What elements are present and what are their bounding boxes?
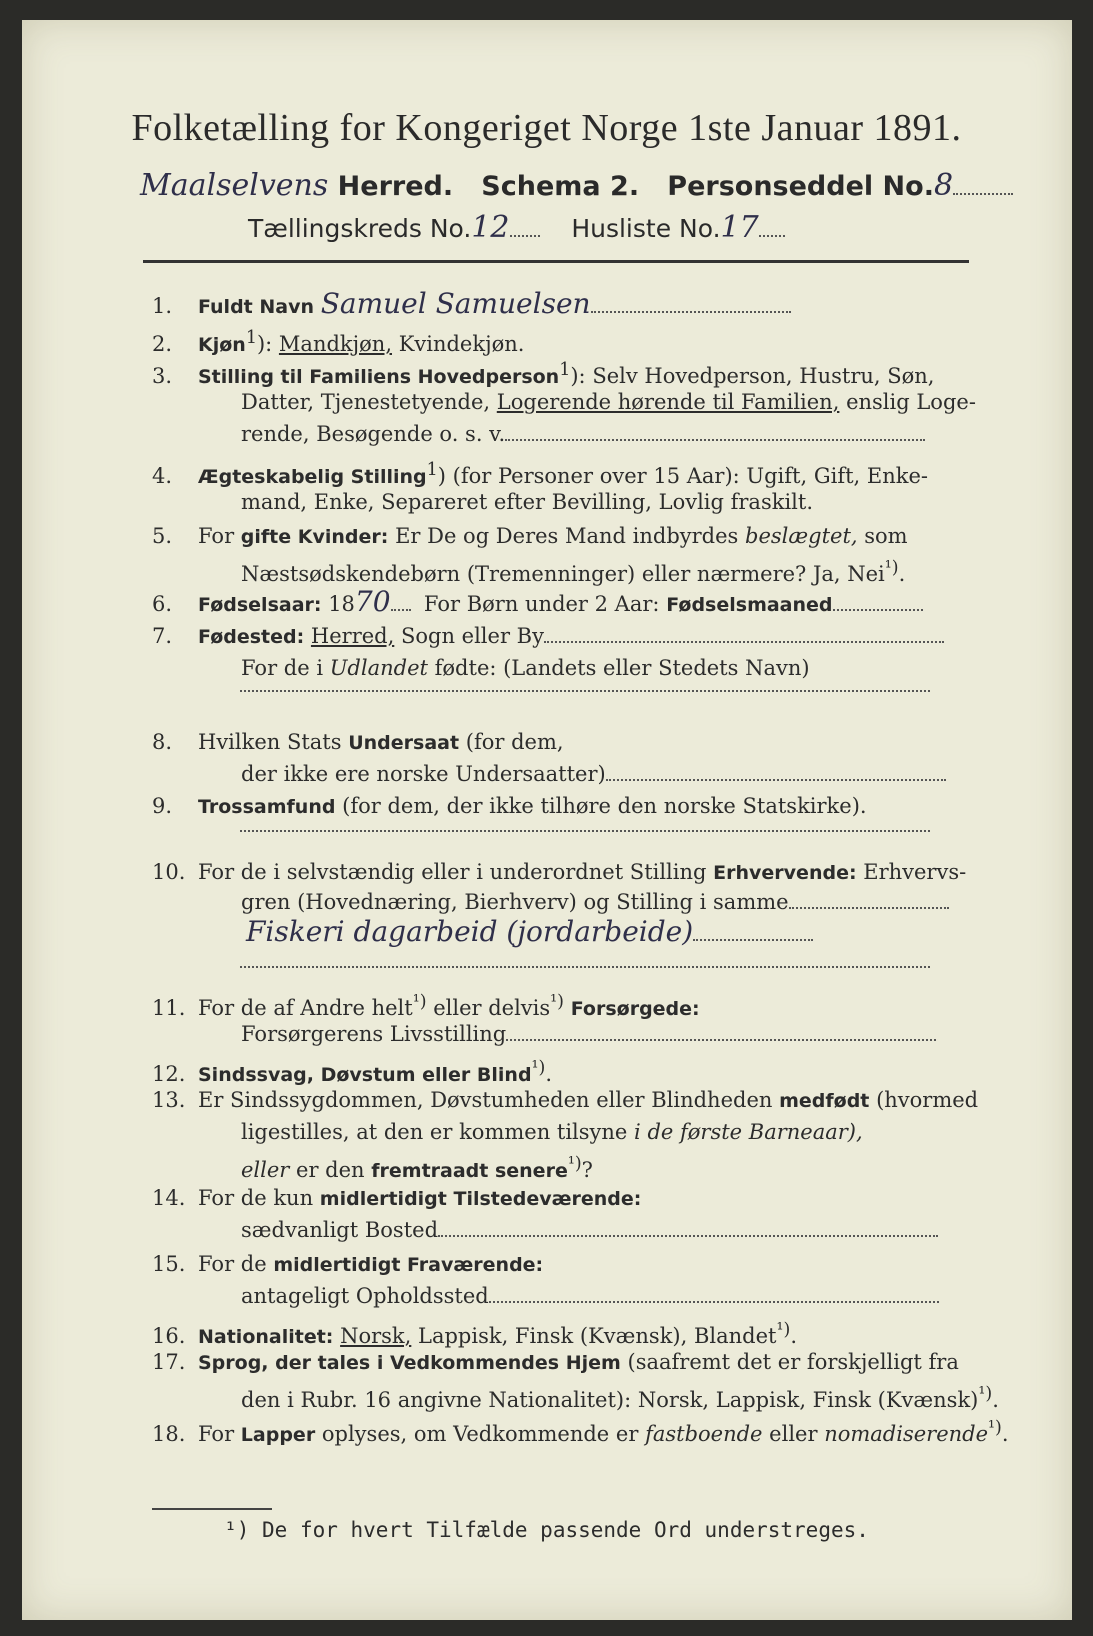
item-text: eller <box>241 1158 290 1182</box>
item-text: For de kun <box>198 1186 314 1210</box>
kreds-line <box>248 210 785 245</box>
item-13 <box>152 1086 982 1115</box>
item-7-line2 <box>145 654 1071 682</box>
dotted-line <box>438 1221 938 1237</box>
birth-year-answer: 70 <box>354 585 391 618</box>
item-text: For Børn under 2 Aar: <box>423 592 660 616</box>
item-18 <box>152 1414 1002 1449</box>
item-7 <box>152 622 982 651</box>
dotted-line <box>544 627 944 643</box>
item-number: 17. <box>152 1350 186 1374</box>
footnote-mark: ¹) <box>412 992 427 1012</box>
item-label: Ægteskabelig Stilling <box>198 466 427 488</box>
item-3-line2 <box>145 388 1071 416</box>
item-9 <box>152 792 982 821</box>
item-number: 1. <box>152 294 173 318</box>
kjon-mandkjon: Mandkjøn, <box>278 332 392 356</box>
item-text: beslægtet, <box>745 524 858 548</box>
item-label: Lapper <box>240 1424 316 1446</box>
item-number: 14. <box>152 1186 186 1210</box>
item-text: (saafremt det er forskjelligt fra <box>627 1350 959 1374</box>
item-17 <box>152 1348 982 1377</box>
dotted-line <box>833 595 923 611</box>
stilling-logerende: Logerende hørende til Familien, <box>496 390 840 414</box>
item-number: 16. <box>152 1324 186 1348</box>
footnote-mark: 1 <box>426 460 438 480</box>
item-14 <box>152 1184 982 1213</box>
item-text: For de <box>198 1252 267 1276</box>
dotted-line <box>789 893 949 909</box>
dotted-line <box>240 830 930 832</box>
item-text: (hvormed <box>876 1088 979 1112</box>
item-16: 16. Nationalitet: Norsk, Lappisk, Finsk (Kvænsk), Blandet$^{^1)}$. <box>152 1320 798 1348</box>
item-10-answer-line <box>150 915 1076 948</box>
item-5 <box>152 522 982 551</box>
item-label: Kjøn <box>198 334 246 356</box>
taellingskreds-number: 12 <box>471 210 510 245</box>
item-label: Nationalitet: <box>198 1326 334 1348</box>
item-number: 10. <box>152 860 186 884</box>
item-text: Forsørgerens Livsstilling <box>241 1022 507 1046</box>
item-label: midlertidigt Tilstedeværende: <box>319 1188 642 1210</box>
item-text: Hvilken Stats <box>198 730 342 754</box>
footnote-mark: ¹) <box>776 1320 791 1340</box>
item-label: Sindssvag, Døvstum eller Blind <box>198 1064 532 1086</box>
item-15-line2 <box>145 1282 1071 1310</box>
item-label: medfødt <box>779 1090 870 1112</box>
item-text: Næstsødskendebørn (Tremenninger) eller nærmere? Ja, Nei <box>241 562 885 586</box>
item-number: 6. <box>152 592 173 616</box>
item-text: (for dem, der ikke tilhøre den norske Statskirke). <box>342 794 867 818</box>
herred-handwritten: Maalselvens <box>140 168 329 203</box>
dotted-line <box>591 297 791 313</box>
item-number: 3. <box>152 364 173 388</box>
item-4-line2 <box>145 488 1071 516</box>
header-rule <box>143 260 969 263</box>
item-text: som <box>864 524 908 548</box>
footnote-mark: ¹) <box>978 1384 993 1404</box>
item-text: enslig Loge- <box>846 390 976 414</box>
item-text: rende, Besøgende o. s. v. <box>241 422 506 446</box>
item-label: Forsørgede: <box>570 998 700 1020</box>
item-4: 4. Ægteskabelig Stilling$^1$) (for Personer over 15 Aar): Ugift, Gift, Enke- <box>152 460 928 488</box>
item-5-line2: Næstsødskendebørn (Tremenninger) eller nærmere? Ja, Nei$^{^1)}$. <box>241 558 906 586</box>
item-text: gren (Hovednæring, Bierhverv) og Stilling i samme <box>241 890 789 914</box>
item-14-line2 <box>145 1216 1071 1244</box>
item-text: Udlandet <box>329 656 428 680</box>
dotted-line <box>953 179 1013 195</box>
item-text: nomadiserende <box>824 1422 989 1446</box>
item-12: 12. Sindssvag, Døvstum eller Blind$^{^1)}$. <box>152 1058 553 1086</box>
item-text: (for dem, <box>465 730 564 754</box>
husliste-label: Husliste No. <box>571 214 721 243</box>
schema-label: Schema 2. <box>481 171 640 202</box>
footnote-mark: ¹) <box>884 558 899 578</box>
item-number: 13. <box>152 1088 186 1112</box>
item-number: 4. <box>152 464 173 488</box>
item-6 <box>152 585 982 619</box>
item-number: 9. <box>152 794 173 818</box>
item-text: Datter, Tjenestetyende, <box>241 390 491 414</box>
dotted-line <box>759 221 785 237</box>
item-11-line2 <box>145 1020 1071 1048</box>
herred-line <box>140 168 1013 203</box>
item-text: For de i <box>241 656 324 680</box>
footnote-mark: ¹) <box>567 1154 582 1174</box>
item-text: ligestilles, at den er kommen tilsyne <box>241 1120 628 1144</box>
item-number: 8. <box>152 730 173 754</box>
item-text: Er De og Deres Mand indbyrdes <box>395 524 739 548</box>
item-text: 18 <box>328 592 355 616</box>
item-text: (for Personer over 15 Aar): Ugift, Gift, Enke- <box>452 464 928 488</box>
footnote-mark: ¹) <box>531 1058 546 1078</box>
item-number: 15. <box>152 1252 186 1276</box>
item-label: fremtraadt senere <box>371 1160 568 1182</box>
item-label: Fødselsmaaned <box>666 594 833 616</box>
form-title: Folketælling for Kongeriget Norge 1ste Januar 1891. <box>131 107 962 149</box>
item-text: eller <box>769 1422 818 1446</box>
item-number: 5. <box>152 524 173 548</box>
dotted-line <box>391 595 411 611</box>
item-11 <box>152 988 982 1023</box>
item-text: er den <box>296 1158 365 1182</box>
item-label: Trossamfund <box>198 796 336 818</box>
item-text: fødte: (Landets eller Stedets Navn) <box>434 656 810 680</box>
personseddel-number: 8 <box>933 168 954 203</box>
item-label: Erhvervende: <box>713 862 857 884</box>
item-number: 12. <box>152 1062 186 1086</box>
item-text: mand, Enke, Separeret efter Bevilling, Lovlig fraskilt. <box>241 490 814 514</box>
item-text: Erhvervs- <box>863 860 967 884</box>
item-number: 11. <box>152 996 186 1020</box>
item-text: der ikke ere norske Undersaatter) <box>241 762 606 786</box>
husliste-number: 17 <box>720 210 759 245</box>
item-text: sædvanligt Bosted <box>241 1218 439 1242</box>
item-text: Sogn eller By <box>400 624 544 648</box>
footnote-mark: ¹) <box>988 1418 1002 1438</box>
taellingskreds-label: Tællingskreds No. <box>248 214 472 243</box>
item-text: Er Sindssygdommen, Døvstumheden eller Blindheden <box>198 1088 773 1112</box>
item-text: Lappisk, Finsk (Kvænsk), Blandet <box>418 1324 777 1348</box>
item-3-line3 <box>145 420 1071 448</box>
dotted-line <box>606 765 946 781</box>
item-3: 3. Stilling til Familiens Hovedperson$^1$): Selv Hovedperson, Hustru, Søn, <box>152 360 935 388</box>
item-8-line2 <box>145 760 1071 788</box>
dotted-line <box>240 690 930 692</box>
item-2: 2. Kjøn$^1$): Mandkjøn, Kvindekjøn. <box>152 328 525 356</box>
item-label: Fødselsaar: <box>198 594 322 616</box>
dotted-line <box>510 221 540 237</box>
item-label: Fuldt Navn <box>198 296 315 318</box>
dotted-line <box>693 925 813 941</box>
full-name-answer: Samuel Samuelsen <box>320 287 591 320</box>
item-10-line2 <box>145 888 1071 916</box>
kjon-kvindekjon: Kvindekjøn. <box>398 332 525 356</box>
fodested-herred: Herred, <box>310 624 395 648</box>
dotted-line <box>489 1287 939 1303</box>
footnote: ¹) De for hvert Tilfælde passende Ord understreges. <box>224 1518 869 1542</box>
footnote-mark: ¹) <box>550 992 565 1012</box>
item-8 <box>152 728 982 757</box>
item-15 <box>152 1250 982 1279</box>
item-label: midlertidigt Fraværende: <box>273 1254 544 1276</box>
item-text: For <box>198 524 235 548</box>
item-13-line3: eller er den fremtraadt senere$^{^1)}$? <box>241 1154 593 1182</box>
item-text: For de i selvstændig eller i underordnet Stilling <box>198 860 707 884</box>
item-text: oplyses, om Vedkommende er <box>321 1422 639 1446</box>
item-text: For de af Andre helt <box>198 996 413 1020</box>
item-label: Fødested: <box>198 626 305 648</box>
herred-label: Herred. <box>337 171 454 202</box>
item-text: fastboende <box>645 1422 763 1446</box>
item-label: gifte Kvinder: <box>240 526 389 548</box>
item-label: Undersaat <box>348 732 460 754</box>
item-13-line2 <box>145 1118 1071 1146</box>
footnote-mark: 1 <box>559 360 571 380</box>
occupation-answer: Fiskeri dagarbeid (jordarbeide) <box>246 915 694 948</box>
item-number: 2. <box>152 332 173 356</box>
dotted-line <box>505 425 925 441</box>
item-text: For <box>198 1422 235 1446</box>
item-10 <box>152 858 982 887</box>
item-text: Selv Hovedperson, Hustru, Søn, <box>592 364 935 388</box>
item-label: Stilling til Familiens Hovedperson <box>198 366 560 388</box>
footnote-rule <box>152 1508 272 1510</box>
item-text: eller delvis <box>433 996 551 1020</box>
item-text: i de første Barneaar), <box>634 1120 863 1144</box>
nationalitet-norsk: Norsk, <box>340 1324 412 1348</box>
item-1 <box>152 287 982 321</box>
item-number: 18. <box>152 1422 186 1446</box>
dotted-line <box>240 966 930 968</box>
footnote-mark: 1 <box>245 328 257 348</box>
dotted-line <box>506 1025 936 1041</box>
item-17-line2: den i Rubr. 16 angivne Nationalitet): Norsk, Lappisk, Finsk (Kvænsk)$^{^1)}$. <box>241 1384 999 1412</box>
personseddel-label: Personseddel No. <box>667 171 934 202</box>
item-number: 7. <box>152 624 173 648</box>
item-text: den i Rubr. 16 angivne Nationalitet): Norsk, Lappisk, Finsk (Kvænsk) <box>241 1388 979 1412</box>
item-text: antageligt Opholdssted <box>241 1284 489 1308</box>
item-label: Sprog, der tales i Vedkommendes Hjem <box>198 1352 621 1374</box>
